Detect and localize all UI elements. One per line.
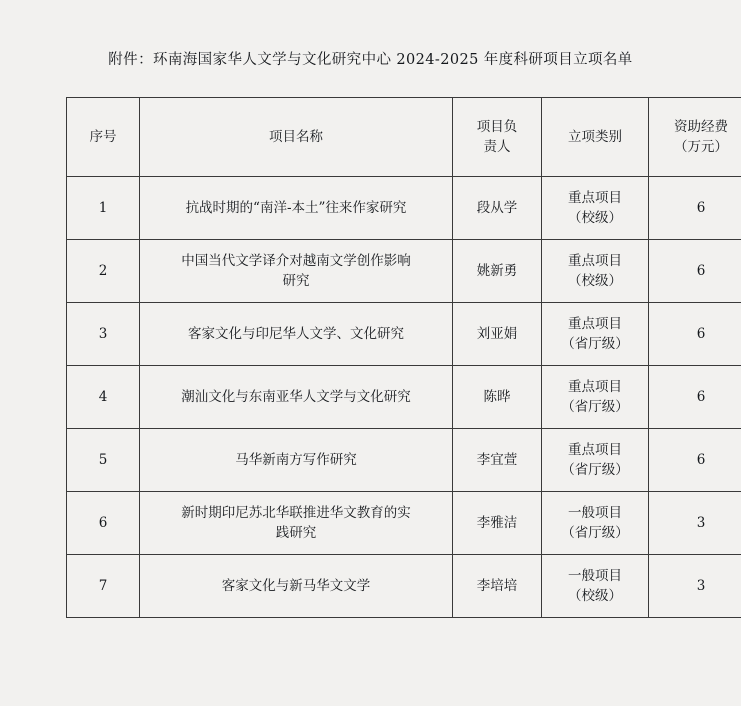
- page-title: 附件：环南海国家华人文学与文化研究中心 2024-2025 年度科研项目立项名单: [108, 52, 633, 68]
- cell-type: [542, 240, 649, 303]
- cell-name-line1: 新时期印尼苏北华联推进华文教育的实: [181, 504, 411, 521]
- cell-type-line1: 重点项目: [568, 441, 622, 458]
- cell-leader: 刘亚娟: [453, 303, 542, 366]
- cell-name-line1: 抗战时期的“南洋-本土”往来作家研究: [185, 199, 407, 216]
- cell-name: [140, 429, 453, 492]
- cell-type: [542, 177, 649, 240]
- cell-name: [140, 366, 453, 429]
- cell-name: [140, 492, 453, 555]
- table-body: [67, 177, 741, 618]
- table-header-row: [67, 98, 741, 177]
- cell-type: [542, 366, 649, 429]
- header-cell-leader-line1: 项目负: [476, 118, 518, 135]
- cell-no: 7: [67, 555, 140, 618]
- cell-name: [140, 240, 453, 303]
- cell-fund: 6: [649, 303, 741, 366]
- cell-name: [140, 555, 453, 618]
- cell-no: 2: [67, 240, 140, 303]
- cell-name: [140, 303, 453, 366]
- cell-name-line2: 研究: [282, 273, 310, 289]
- header-cell-name: 项目名称: [140, 98, 453, 177]
- table-row: [67, 303, 741, 366]
- cell-name-line1: 客家文化与印尼华人文学、文化研究: [188, 325, 404, 342]
- cell-type: [542, 429, 649, 492]
- cell-fund: 6: [649, 240, 741, 303]
- cell-name-line1: 潮汕文化与东南亚华人文学与文化研究: [181, 388, 411, 405]
- cell-no: 4: [67, 366, 140, 429]
- cell-type-line2: （省厅级）: [561, 399, 629, 415]
- cell-no: 3: [67, 303, 140, 366]
- table-header: [67, 98, 741, 177]
- table-row: [67, 429, 741, 492]
- table-row: [67, 240, 741, 303]
- header-cell-leader: [453, 98, 542, 177]
- cell-leader: 段从学: [453, 177, 542, 240]
- project-list-table-container: [66, 97, 728, 618]
- header-cell-fund-line1: 资助经费: [674, 118, 728, 135]
- table-row: [67, 555, 741, 618]
- cell-leader: 李雅洁: [453, 492, 542, 555]
- cell-type: [542, 492, 649, 555]
- cell-fund: 6: [649, 366, 741, 429]
- cell-type-line1: 重点项目: [568, 189, 622, 206]
- cell-leader: 李宜萱: [453, 429, 542, 492]
- header-cell-leader-line2: 责人: [483, 139, 511, 155]
- cell-leader: 陈晔: [453, 366, 542, 429]
- table-row: [67, 177, 741, 240]
- cell-type-line2: （省厅级）: [561, 336, 629, 352]
- header-cell-fund-line2: （万元）: [674, 139, 728, 155]
- cell-type-line2: （校级）: [568, 210, 622, 226]
- project-list-table: [66, 97, 741, 618]
- cell-type-line2: （省厅级）: [561, 525, 629, 541]
- cell-type-line2: （省厅级）: [561, 462, 629, 478]
- cell-type-line2: （校级）: [568, 273, 622, 289]
- cell-name: [140, 177, 453, 240]
- cell-type-line1: 重点项目: [568, 252, 622, 269]
- cell-name-line1: 马华新南方写作研究: [235, 451, 357, 468]
- cell-fund: 6: [649, 177, 741, 240]
- cell-no: 5: [67, 429, 140, 492]
- cell-type: [542, 303, 649, 366]
- cell-type: [542, 555, 649, 618]
- cell-fund: 6: [649, 429, 741, 492]
- cell-name-line1: 客家文化与新马华文文学: [221, 577, 371, 594]
- header-cell-no: 序号: [67, 98, 140, 177]
- cell-fund: 3: [649, 492, 741, 555]
- cell-no: 6: [67, 492, 140, 555]
- cell-name-line1: 中国当代文学译介对越南文学创作影响: [181, 252, 411, 269]
- cell-name-line2: 践研究: [275, 525, 317, 541]
- cell-type-line1: 重点项目: [568, 378, 622, 395]
- cell-leader: 姚新勇: [453, 240, 542, 303]
- header-cell-type: 立项类别: [542, 98, 649, 177]
- cell-fund: 3: [649, 555, 741, 618]
- cell-type-line2: （校级）: [568, 588, 622, 604]
- cell-no: 1: [67, 177, 140, 240]
- cell-type-line1: 一般项目: [568, 567, 622, 584]
- cell-type-line1: 一般项目: [568, 504, 622, 521]
- table-row: [67, 492, 741, 555]
- cell-leader: 李培培: [453, 555, 542, 618]
- cell-type-line1: 重点项目: [568, 315, 622, 332]
- table-row: [67, 366, 741, 429]
- header-cell-fund: [649, 98, 741, 177]
